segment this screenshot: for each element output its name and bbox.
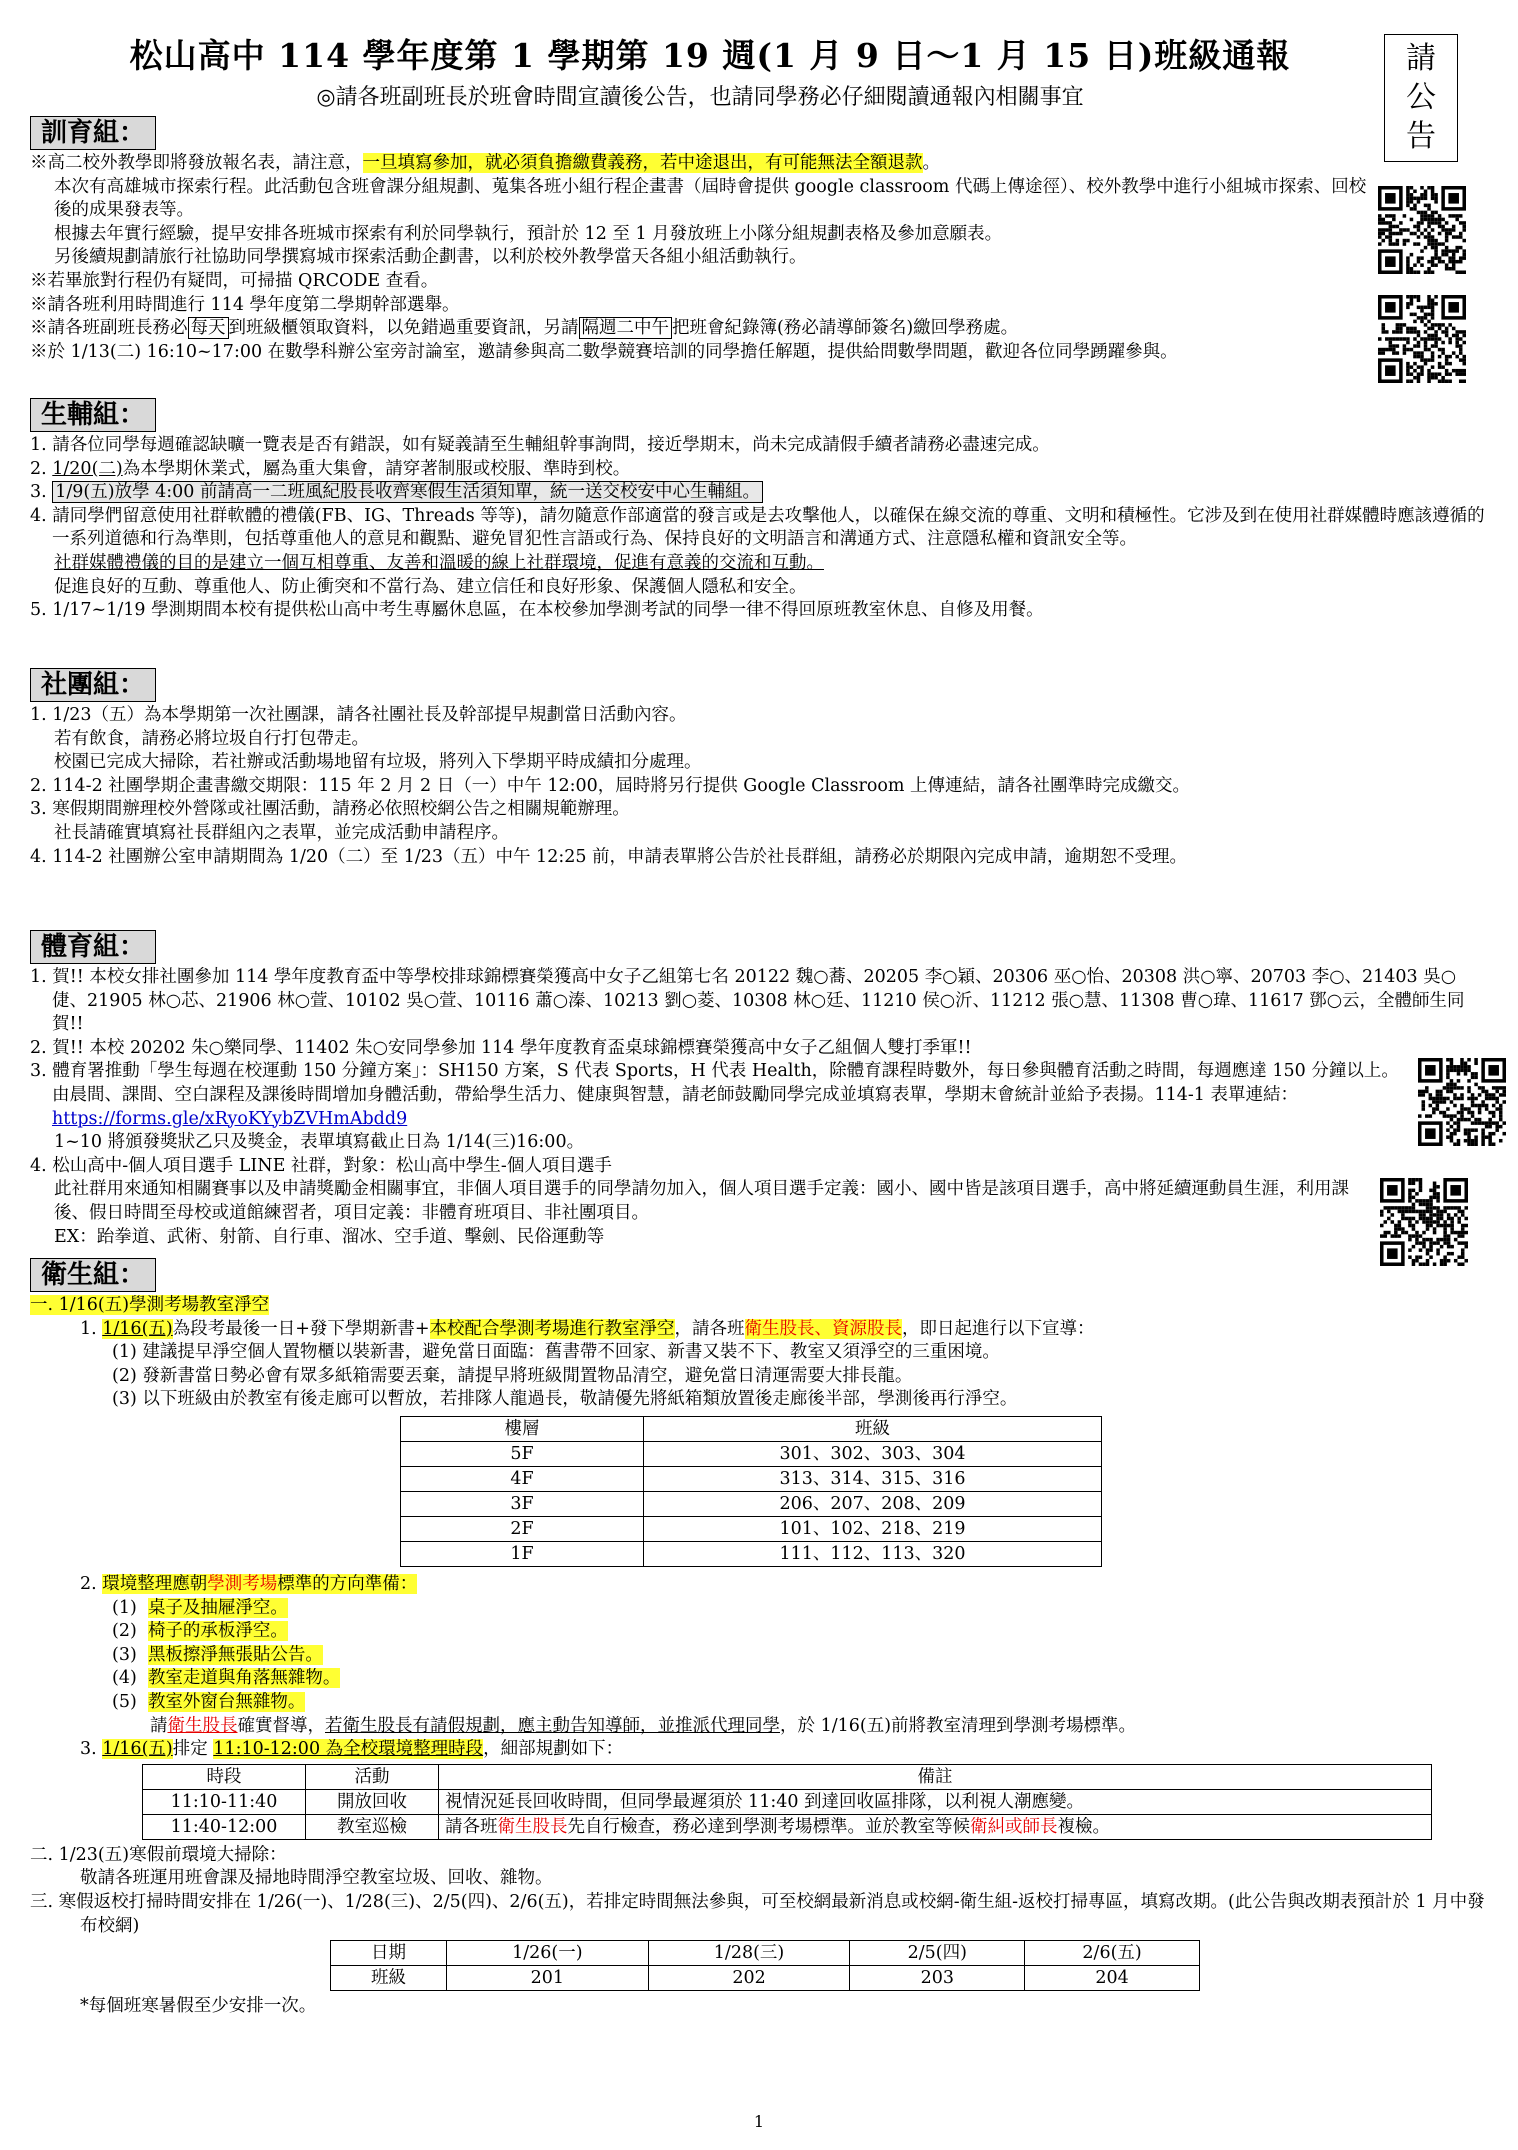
subsection-title: 三. 寒假返校打掃時間安排在 1/26(一)、1/28(三)、2/5(四)、2/6(五)，若排定時間無法參與，可至校網最新消息或校網-衛生組-返校打掃專區，填寫改期。(此公告與改期表預計於 1 月中發布校網) <box>30 1891 1485 1936</box>
paragraph: ※高二校外教學即將發放報名表，請注意，一旦填寫參加，就必須負擔繳費義務，若中途退出，有可能無法全額退款。 <box>30 153 940 173</box>
list-item: 2. 環境整理應朝學測考場標準的方向準備： <box>80 1573 418 1594</box>
table-row: 日期 1/26(一) 1/28(三) 2/5(四) 2/6(五) <box>331 1941 1200 1966</box>
paragraph: ※於 1/13(二) 16:10~17:00 在數學科辦公室旁討論室，邀請參與高二數學競賽培訓的同學擔任解題，提供給問數學問題，歡迎各位同學踴躍參與。 <box>30 341 1178 362</box>
paragraph: ※若畢旅對行程仍有疑問，可掃描 QRCODE 查看。 <box>30 270 439 291</box>
floor-table <box>400 1416 1102 1567</box>
list-item: 1. 1/23（五）為本學期第一次社團課，請各社團社長及幹部提早規劃當日活動內容。 <box>30 705 687 725</box>
form-link[interactable]: https://forms.gle/xRyoKYybZVHmAbdd9 <box>52 1108 408 1129</box>
list-item: 1. 1/16(五)為段考最後一日+發下學期新書+本校配合學測考場進行教室淨空，請各班衛生股長、資源股長，即日起進行以下宣導： <box>80 1318 1095 1339</box>
section-shetuan <box>30 668 1500 869</box>
section-shengfu <box>30 398 1500 623</box>
table-header: 備註 <box>439 1764 1432 1789</box>
list-item: 2. 賀!! 本校 20202 朱○樂同學、11402 朱○安同學參加 114 學年度教育盃桌球錦標賽榮獲高中女子乙組個人雙打季軍!! <box>30 1037 972 1058</box>
page-number: 1 <box>753 2112 765 2131</box>
footnote: *每個班寒暑假至少安排一次。 <box>80 1996 317 2017</box>
list-item: (3) 黑板擦淨無張貼公告。 <box>112 1644 323 1665</box>
list-item: 3. 寒假期間辦理校外營隊或社團活動，請務必依照校網公告之相關規範辦理。 <box>30 799 630 820</box>
paragraph: 1~10 將頒發獎狀乙只及獎金，表單填寫截止日為 1/14(三)16:00。 <box>54 1132 585 1153</box>
list-item: 2. 114-2 社團學期企畫書繳交期限：115 年 2 月 2 日（一）中午 12:00，屆時將另行提供 Google Classroom 上傳連結，請各社團準時完成繳交。 <box>30 775 1191 796</box>
table-row: 11:40-12:00 教室巡檢 請各班衛生股長先自行檢查，務必達到學測考場標準。並於教室等候衛糾或師長複檢。 <box>143 1814 1432 1839</box>
subsection-title: 一. 1/16(五)學測考場教室淨空 <box>30 1295 270 1315</box>
paragraph: 校園已完成大掃除，若社辦或活動場地留有垃圾，將列入下學期平時成績扣分處理。 <box>54 752 702 773</box>
table-row: 2F 101、102、218、219 <box>401 1516 1102 1541</box>
notice-char: 告 <box>1406 119 1436 155</box>
section-heading: 體育組： <box>30 930 156 964</box>
section-heading: 訓育組： <box>30 116 156 150</box>
list-item: (1) 桌子及抽屜淨空。 <box>112 1597 288 1618</box>
table-header: 樓層 <box>401 1416 644 1441</box>
section-heading: 生輔組： <box>30 398 156 432</box>
list-item: 2. 1/20(二)為本學期休業式，屬為重大集會，請穿著制服或校服、準時到校。 <box>30 458 631 479</box>
subsection-title: 二. 1/23(五)寒假前環境大掃除： <box>30 1844 287 1865</box>
paragraph: EX：跆拳道、武術、射箭、自行車、溜冰、空手道、擊劍、民俗運動等 <box>54 1226 605 1247</box>
paragraph: ※請各班副班長務必 每天 到班級櫃領取資料，以免錯過重要資訊，另請 隔週二中午 把班會紀錄簿(務必請導師簽名)繳回學務處。 <box>30 318 1019 339</box>
list-item: (1) 建議提早淨空個人置物櫃以裝新書，避免當日面臨：舊書帶不回家、新書又裝不下、教室又須淨空的三重困境。 <box>112 1342 1000 1363</box>
boxed-text: 每天 <box>188 317 229 339</box>
schedule-table <box>142 1764 1432 1840</box>
boxed-text: 1/9(五)放學 4:00 前請高一二班風紀股長收齊寒假生活須知單，統一送交校安中心生輔組。 <box>52 481 763 503</box>
list-item: (4) 教室走道與角落無雜物。 <box>112 1668 341 1689</box>
section-weisheng <box>30 1258 1500 2019</box>
section-tiyu <box>30 930 1490 1249</box>
list-item: 5. 1/17~1/19 學測期間本校有提供松山高中考生專屬休息區，在本校參加學測考試的同學一律不得回原班教室休息、自修及用餐。 <box>30 600 1044 621</box>
section-heading: 社團組： <box>30 668 156 702</box>
paragraph: 促進良好的互動、尊重他人、防止衝突和不當行為、建立信任和良好形象、保護個人隱私和安全。 <box>54 576 807 597</box>
notice-stamp <box>1384 34 1458 162</box>
list-item: (2) 發新書當日勢必會有眾多紙箱需要丟棄，請提早將班級閒置物品清空，避免當日清運需要大排長龍。 <box>112 1365 913 1386</box>
table-header: 班級 <box>644 1416 1102 1441</box>
paragraph: 若有飲食，請務必將垃圾自行打包帶走。 <box>54 728 369 749</box>
paragraph: 另後續規劃請旅行社協助同學撰寫城市探索活動企劃書，以利於校外教學當天各組小組活動執行。 <box>54 247 807 268</box>
list-item: 4. 松山高中-個人項目選手 LINE 社群，對象：松山高中學生-個人項目選手 <box>30 1155 612 1176</box>
table-row: 11:10-11:40 開放回收 視情況延長回收時間，但同學最遲須於 11:40 到達回收區排隊，以利視人潮應變。 <box>143 1789 1432 1814</box>
paragraph: 本次有高雄城市探索行程。此活動包含班會課分組規劃、蒐集各班小組行程企畫書（屆時會提供 google classroom 代碼上傳途徑）、校外教學中進行小組城市探索、回校後的成果發表等。 <box>54 176 1367 221</box>
highlight-text: 一旦填寫參加，就必須負擔繳費義務，若中途退出，有可能無法全額退款 <box>362 153 923 173</box>
list-item: (2) 椅子的承板淨空。 <box>112 1621 288 1642</box>
paragraph: 此社群用來通知相關賽事以及申請獎勵金相關事宜，非個人項目選手的同學請勿加入，個人項目選手定義：國小、國中皆是該項目選手，高中將延續運動員生涯，利用課後、假日時間至母校或道館練習者，項目定義：非體育班項目、非社團項目。 <box>54 1179 1349 1223</box>
qr-code-icon[interactable] <box>1378 186 1466 274</box>
table-row: 3F 206、207、208、209 <box>401 1491 1102 1516</box>
list-item: 3. 1/16(五)排定 11:10-12:00 為全校環境整理時段，細部規劃如下： <box>80 1739 624 1760</box>
notice-char: 公 <box>1406 79 1436 115</box>
paragraph: ※請各班利用時間進行 114 學年度第二學期幹部選舉。 <box>30 294 460 315</box>
table-row: 班級 201 202 203 204 <box>331 1966 1200 1991</box>
page-subtitle: ◎請各班副班長於班會時間宣讀後公告，也請同學務必仔細閱讀通報內相關事宜 <box>316 85 1084 110</box>
notice-char: 請 <box>1406 40 1436 76</box>
table-row: 5F 301、302、303、304 <box>401 1441 1102 1466</box>
list-item: 1. 賀!! 本校女排社團參加 114 學年度教育盃中等學校排球錦標賽榮獲高中女子乙組第七名 20122 魏○蕎、20205 李○穎、20306 巫○怡、20308 洪○寧、20703 李○、21403 吳○倢、21905 林○芯、21906 林○萱、10102 吳○萱、10116 蕭○溱、10213 劉○菱、10308 林○廷、11210 侯○沂、11212 張○慧、11308 曹○瑋、11617 鄧○云，全體師生同賀!! <box>30 967 1465 1035</box>
page-title: 松山高中 114 學年度第 1 學期第 19 週(1 月 9 日～1 月 15 日)班級通報 <box>129 36 1291 75</box>
list-item: 3. 體育署推動「學生每週在校運動 150 分鐘方案」：SH150 方案，S 代表 Sports，H 代表 Health，除體育課程時數外，每日參與體育活動之時間，每週應達 150 分鐘以上。由晨間、課間、空白課程及課後時間增加身體活動，帶給學生活力、健康與智慧，請老師鼓勵同學完成並填寫表單，學期末會統計並給予表揚。114-1 表單連結：https://forms.gle/xRyoKYybZVHmAbdd9 <box>30 1061 1399 1129</box>
list-item: 4. 114-2 社團辦公室申請期間為 1/20（二）至 1/23（五）中午 12:25 前，申請表單將公告於社長群組，請務必於期限內完成申請，逾期恕不受理。 <box>30 846 1188 867</box>
table-row: 1F 111、112、113、320 <box>401 1541 1102 1566</box>
qr-code-icon[interactable] <box>1378 295 1466 383</box>
return-table <box>330 1940 1200 1991</box>
boxed-text: 隔週二中午 <box>579 317 673 339</box>
section-heading: 衛生組： <box>30 1258 156 1292</box>
list-item: 1. 請各位同學每週確認缺曠一覽表是否有錯誤，如有疑義請至生輔組幹事詢問，接近學期末，尚未完成請假手續者請務必盡速完成。 <box>30 435 1050 455</box>
paragraph: 社群媒體禮儀的目的是建立一個互相尊重、友善和溫暖的線上社群環境，促進有意義的交流和互動。 <box>54 552 824 573</box>
list-item: (3) 以下班級由於教室有後走廊可以暫放，若排隊人龍過長，敬請優先將紙箱類放置後走廊後半部，學測後再行淨空。 <box>112 1389 1018 1410</box>
table-header: 時段 <box>143 1764 306 1789</box>
list-item: 4. 請同學們留意使用社群軟體的禮儀(FB、IG、Threads 等等)，請勿隨意作部適當的發言或是去攻擊他人，以確保在線交流的尊重、文明和積極性。它涉及到在使用社群媒體時應該遵循的一系列道德和行為準則，包括尊重他人的意見和觀點、避免冒犯性言語或行為、保持良好的文明語言和溝通方式、注意隱私權和資訊安全等。 <box>30 505 1485 550</box>
paragraph: 請衛生股長確實督導，若衛生股長有請假規劃，應主動告知導師，並推派代理同學，於 1/16(五)前將教室清理到學測考場標準。 <box>150 1715 1137 1736</box>
paragraph: 敬請各班運用班會課及掃地時間淨空教室垃圾、回收、雜物。 <box>80 1868 553 1889</box>
paragraph: 根據去年實行經驗，提早安排各班城市探索有利於同學執行，預計於 12 至 1 月發放班上小隊分組規劃表格及參加意願表。 <box>54 223 1003 244</box>
table-header: 活動 <box>306 1764 439 1789</box>
table-row: 4F 313、314、315、316 <box>401 1466 1102 1491</box>
list-item: 3. 1/9(五)放學 4:00 前請高一二班風紀股長收齊寒假生活須知單，統一送交校安中心生輔組。 <box>30 481 1500 505</box>
paragraph: 社長請確實填寫社長群組內之表單，並完成活動申請程序。 <box>54 822 509 843</box>
section-xunyu <box>30 116 1370 364</box>
list-item: (5) 教室外窗台無雜物。 <box>112 1691 306 1712</box>
